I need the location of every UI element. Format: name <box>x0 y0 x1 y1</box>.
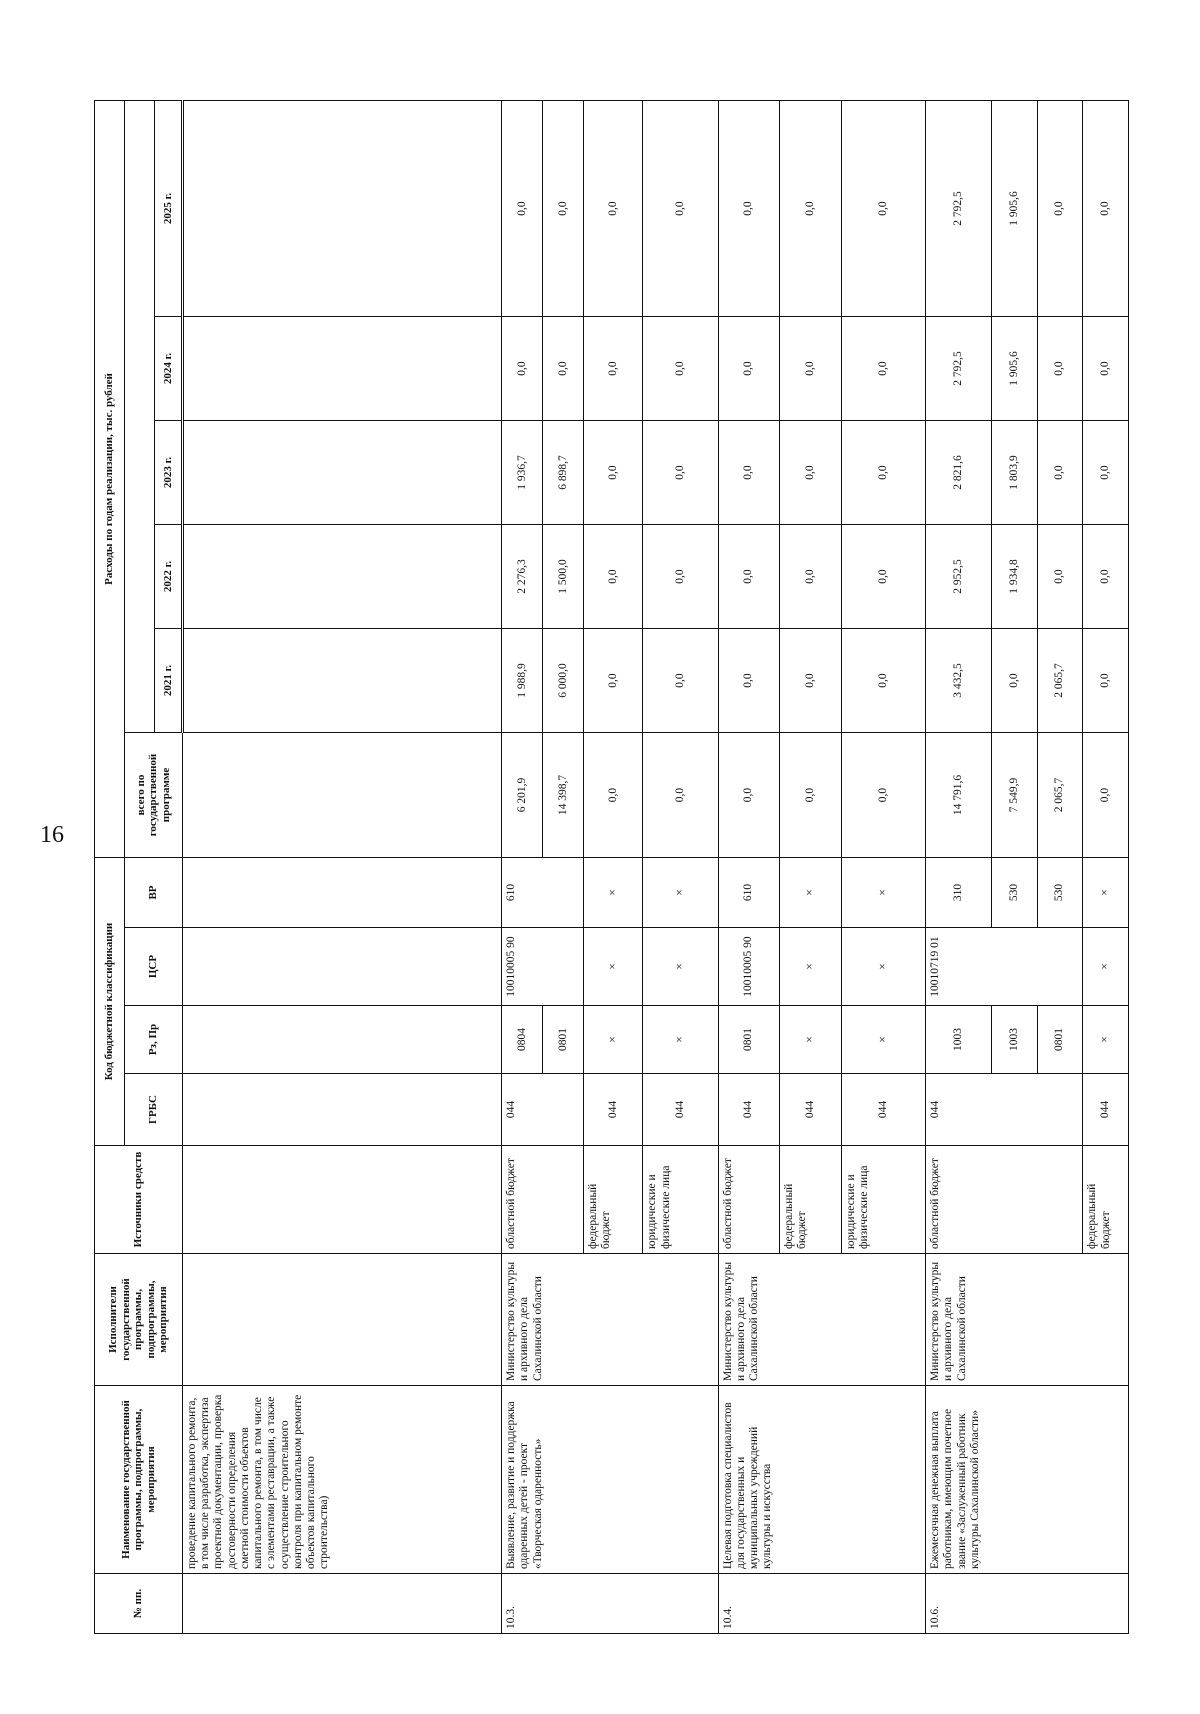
header-budget-code-group: Код бюджетной классификации <box>95 858 125 1146</box>
cell-2022: 1 934,8 <box>992 525 1038 629</box>
cell-name: Ежемесячная денежная выплата работникам, имеющим почетное звание «Заслуженный работник культуры Сахалинской области» <box>926 1386 1129 1574</box>
cell-csr: × <box>584 928 643 1006</box>
header-executors: Исполнители государственной программы, подпрограммы, мероприятия <box>95 1254 183 1386</box>
cell-vr <box>183 858 502 928</box>
cell-total: 7 549,9 <box>992 733 1038 858</box>
cell-rzpr: × <box>841 1006 925 1074</box>
cell-2024: 0,0 <box>780 317 842 421</box>
cell-2024: 0,0 <box>1037 317 1083 421</box>
cell-2021 <box>183 629 502 733</box>
cell-2025: 0,0 <box>643 100 718 316</box>
budget-table <box>94 100 1129 1634</box>
header-2025: 2025 г. <box>155 100 183 316</box>
cell-rzpr: 1003 <box>992 1006 1038 1074</box>
cell-2023: 0,0 <box>718 421 780 525</box>
cell-csr <box>183 928 502 1006</box>
cell-grbs: 044 <box>643 1074 718 1146</box>
table-row-continuation <box>183 100 502 1633</box>
cell-2023: 0,0 <box>643 421 718 525</box>
cell-2023: 0,0 <box>1037 421 1083 525</box>
cell-2024: 0,0 <box>584 317 643 421</box>
cell-2023: 6 898,7 <box>543 421 584 525</box>
cell-grbs: 044 <box>780 1074 842 1146</box>
cell-2025: 0,0 <box>780 100 842 316</box>
cell-total: 0,0 <box>643 733 718 858</box>
cell-name: Выявление, развитие и поддержка одаренных детей - проект «Творческая одаренность» <box>502 1386 719 1574</box>
header-years-spacer <box>125 100 155 732</box>
cell-vr: 610 <box>502 858 584 928</box>
cell-2021: 3 432,5 <box>926 629 992 733</box>
cell-2024: 0,0 <box>841 317 925 421</box>
header-2024: 2024 г. <box>155 317 183 421</box>
cell-vr: 610 <box>718 858 780 928</box>
header-name: Наименование государственной программы, подпрограммы, мероприятия <box>95 1386 183 1574</box>
cell-grbs <box>183 1074 502 1146</box>
cell-src: областной бюджет <box>502 1146 584 1254</box>
header-csr: ЦСР <box>125 928 183 1006</box>
cell-2021: 6 000,0 <box>543 629 584 733</box>
header-sources: Источники средств <box>95 1146 183 1254</box>
cell-vr: × <box>584 858 643 928</box>
header-2022: 2022 г. <box>155 525 183 629</box>
cell-2021: 2 065,7 <box>1037 629 1083 733</box>
page-number: 16 <box>40 822 64 848</box>
cell-2025: 0,0 <box>1037 100 1083 316</box>
cell-rzpr: 0804 <box>502 1006 543 1074</box>
cell-src: федеральный бюджет <box>1083 1146 1129 1254</box>
cell-rzpr: × <box>643 1006 718 1074</box>
cell-2023: 0,0 <box>841 421 925 525</box>
cell-grbs: 044 <box>718 1074 780 1146</box>
table-container <box>94 101 1129 1634</box>
cell-total: 0,0 <box>841 733 925 858</box>
cell-2024: 0,0 <box>718 317 780 421</box>
cell-rzpr: × <box>1083 1006 1129 1074</box>
cell-2021: 0,0 <box>1083 629 1129 733</box>
header-vr: ВР <box>125 858 183 928</box>
cell-csr: × <box>643 928 718 1006</box>
cell-total: 2 065,7 <box>1037 733 1083 858</box>
cell-src: юридические и физические лица <box>643 1146 718 1254</box>
cell-num: 10.6. <box>926 1574 1129 1634</box>
cell-src: федеральный бюджет <box>584 1146 643 1254</box>
cell-2021: 0,0 <box>992 629 1038 733</box>
cell-2024: 1 905,6 <box>992 317 1038 421</box>
cell-vr: × <box>841 858 925 928</box>
table-row <box>718 100 780 1633</box>
cell-2023: 1 803,9 <box>992 421 1038 525</box>
cell-2021: 0,0 <box>643 629 718 733</box>
cell-2023 <box>183 421 502 525</box>
header-total: всего по государственной программе <box>125 733 183 858</box>
cell-2023: 0,0 <box>780 421 842 525</box>
cell-2023: 0,0 <box>1083 421 1129 525</box>
cell-2024: 0,0 <box>502 317 543 421</box>
cell-2023: 0,0 <box>584 421 643 525</box>
cell-src: областной бюджет <box>718 1146 780 1254</box>
cell-2023: 2 821,6 <box>926 421 992 525</box>
cell-2024: 0,0 <box>643 317 718 421</box>
cell-src: федеральный бюджет <box>780 1146 842 1254</box>
cell-vr: 530 <box>1037 858 1083 928</box>
cell-exec: Министерство культуры и архивного дела Сахалинской области <box>926 1254 1129 1386</box>
cell-name: проведение капитального ремонта, в том числе разработка, экспертиза проектной документации, проверка достоверности определения сметной стоимости объектов капитального ремонта, в том числе с элементами реставрации, а также осуществление строительного контроля при капитальном ремонте объектов капитального строительства) <box>183 1386 502 1574</box>
cell-2023: 1 936,7 <box>502 421 543 525</box>
cell-total: 0,0 <box>718 733 780 858</box>
cell-total: 14 791,6 <box>926 733 992 858</box>
cell-vr: × <box>643 858 718 928</box>
cell-rzpr: × <box>780 1006 842 1074</box>
cell-2022: 0,0 <box>841 525 925 629</box>
cell-num: 10.4. <box>718 1574 925 1634</box>
cell-csr: × <box>780 928 842 1006</box>
header-2021: 2021 г. <box>155 629 183 733</box>
cell-exec: Министерство культуры и архивного дела Сахалинской области <box>718 1254 925 1386</box>
cell-2025: 0,0 <box>718 100 780 316</box>
cell-total: 0,0 <box>1083 733 1129 858</box>
cell-src <box>183 1146 502 1254</box>
cell-src: областной бюджет <box>926 1146 1083 1254</box>
cell-2021: 0,0 <box>841 629 925 733</box>
cell-2024: 0,0 <box>543 317 584 421</box>
cell-src: юридические и физические лица <box>841 1146 925 1254</box>
header-grbs: ГРБС <box>125 1074 183 1146</box>
cell-2025: 0,0 <box>841 100 925 316</box>
cell-2021: 0,0 <box>584 629 643 733</box>
cell-2022: 0,0 <box>718 525 780 629</box>
cell-2025: 0,0 <box>1083 100 1129 316</box>
cell-2022: 0,0 <box>780 525 842 629</box>
cell-rzpr: 0801 <box>718 1006 780 1074</box>
header-rzpr: Рз, Пр <box>125 1006 183 1074</box>
cell-2022: 1 500,0 <box>543 525 584 629</box>
cell-2022 <box>183 525 502 629</box>
cell-2022: 0,0 <box>643 525 718 629</box>
cell-2025: 2 792,5 <box>926 100 992 316</box>
cell-grbs: 044 <box>926 1074 1083 1146</box>
cell-rzpr: 0801 <box>543 1006 584 1074</box>
cell-rzpr: 0801 <box>1037 1006 1083 1074</box>
cell-csr: 10010005 90 <box>718 928 780 1006</box>
header-expenses-group: Расходы по годам реализации, тыс. рублей <box>95 100 125 857</box>
cell-grbs: 044 <box>584 1074 643 1146</box>
cell-total: 14 398,7 <box>543 733 584 858</box>
table-row <box>502 100 543 1633</box>
cell-2022: 2 952,5 <box>926 525 992 629</box>
cell-csr: 10010719 01 <box>926 928 1083 1006</box>
cell-grbs: 044 <box>1083 1074 1129 1146</box>
table-row <box>926 100 992 1633</box>
cell-name: Целевая подготовка специалистов для государственных и муниципальных учреждений культуры и искусства <box>718 1386 925 1574</box>
cell-2025: 0,0 <box>543 100 584 316</box>
cell-rzpr: 1003 <box>926 1006 992 1074</box>
cell-total: 0,0 <box>780 733 842 858</box>
cell-2022: 0,0 <box>584 525 643 629</box>
cell-vr: 530 <box>992 858 1038 928</box>
cell-total <box>183 733 502 858</box>
cell-total: 0,0 <box>584 733 643 858</box>
cell-num: 10.3. <box>502 1574 719 1634</box>
cell-2022: 0,0 <box>1083 525 1129 629</box>
cell-2021: 0,0 <box>718 629 780 733</box>
cell-csr: 10010005 90 <box>502 928 584 1006</box>
cell-2021: 0,0 <box>780 629 842 733</box>
cell-grbs: 044 <box>502 1074 584 1146</box>
cell-total: 6 201,9 <box>502 733 543 858</box>
cell-2021: 1 988,9 <box>502 629 543 733</box>
cell-2024: 0,0 <box>1083 317 1129 421</box>
cell-2025: 0,0 <box>502 100 543 316</box>
header-2023: 2023 г. <box>155 421 183 525</box>
cell-csr: × <box>1083 928 1129 1006</box>
cell-vr: 310 <box>926 858 992 928</box>
cell-exec <box>183 1254 502 1386</box>
header-num: № пп. <box>95 1574 183 1634</box>
cell-csr: × <box>841 928 925 1006</box>
cell-vr: × <box>1083 858 1129 928</box>
cell-2025 <box>183 100 502 316</box>
cell-2025: 0,0 <box>584 100 643 316</box>
cell-2022: 0,0 <box>1037 525 1083 629</box>
cell-grbs: 044 <box>841 1074 925 1146</box>
cell-exec: Министерство культуры и архивного дела Сахалинской области <box>502 1254 719 1386</box>
cell-rzpr <box>183 1006 502 1074</box>
cell-num <box>183 1574 502 1634</box>
cell-2025: 1 905,6 <box>992 100 1038 316</box>
table-rotated <box>94 101 1129 1634</box>
cell-vr: × <box>780 858 842 928</box>
cell-rzpr: × <box>584 1006 643 1074</box>
cell-2022: 2 276,3 <box>502 525 543 629</box>
cell-2024: 2 792,5 <box>926 317 992 421</box>
cell-2024 <box>183 317 502 421</box>
